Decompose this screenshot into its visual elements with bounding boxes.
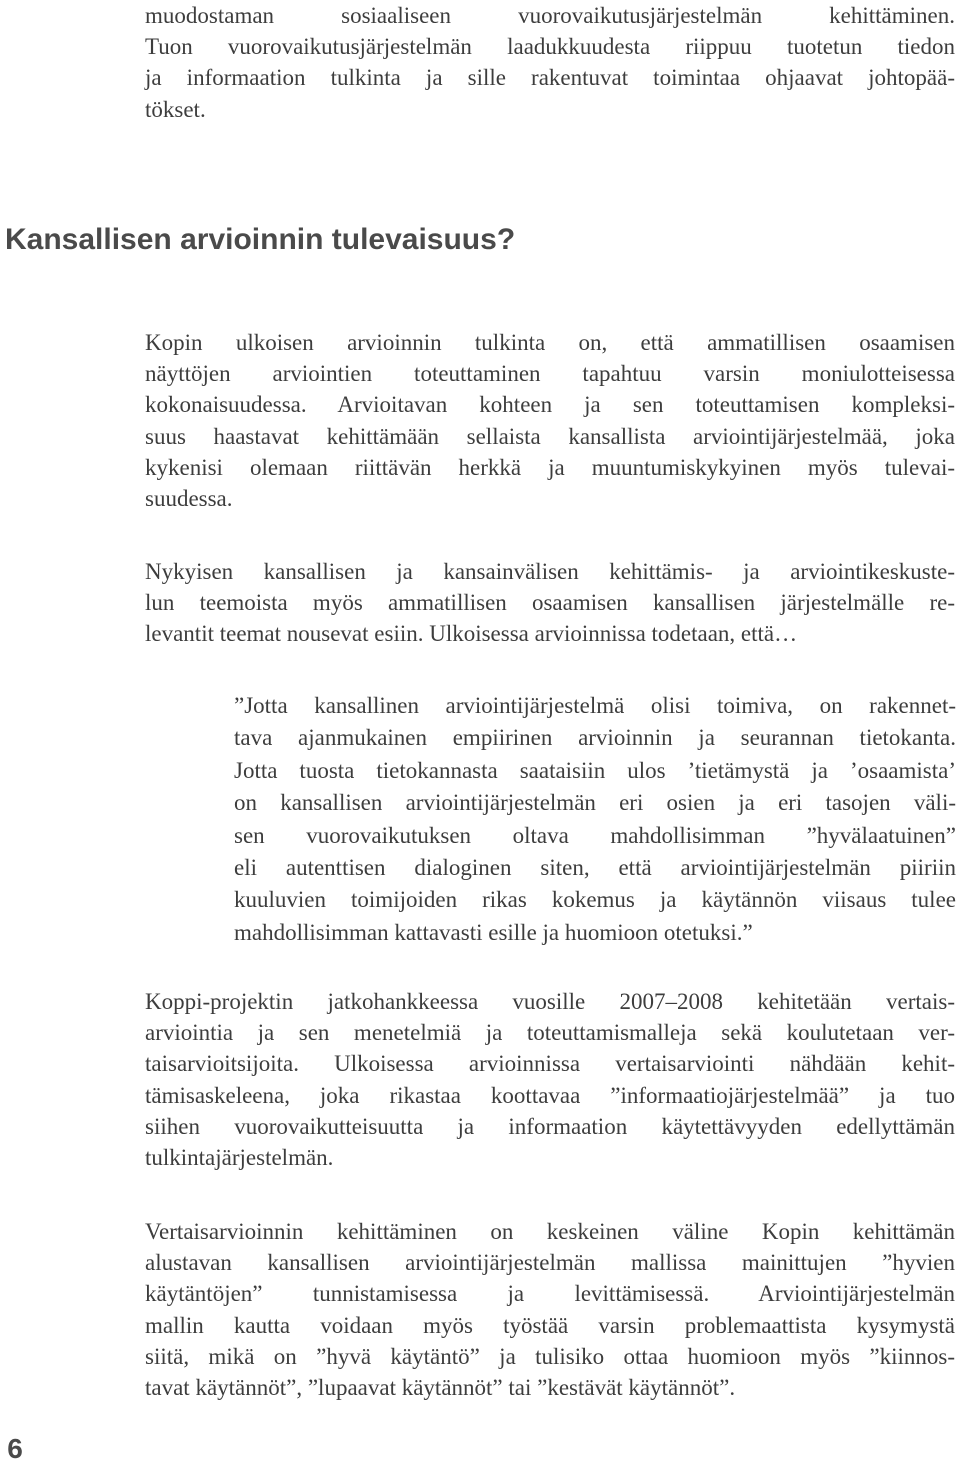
- paragraph-line: kykenisi olemaan riittävän herkkä ja muuntumiskykyinen myös tulevai-: [145, 454, 955, 480]
- paragraph-line: lun teemoista myös ammatillisen osaamisen kansallisen järjestelmälle re-: [145, 590, 955, 616]
- paragraph-line: siihen vuorovaikutteisuutta ja informaation käytettävyyden edellyttämän: [145, 1113, 955, 1139]
- paragraph-line: näyttöjen arviointien toteuttaminen tapahtuu varsin moniulotteisessa: [145, 361, 955, 387]
- paragraph-line: siitä, mikä on ”hyvä käytäntö” ja tulisiko ottaa huomioon myös ”kiinnos-: [145, 1343, 955, 1369]
- paragraph-line: tavat käytännöt”, ”lupaavat käytännöt” tai ”kestävät käytännöt”.: [145, 1375, 736, 1401]
- section-heading: Kansallisen arvioinnin tulevaisuus?: [5, 223, 516, 256]
- quote-line: sen vuorovaikutuksen oltava mahdollisimman ”hyvälaatuinen”: [234, 822, 956, 848]
- intro-line: Tuon vuorovaikutusjärjestelmän laadukkuudesta riippuu tuotetun tiedon: [145, 34, 955, 60]
- paragraph-line: tulkintajärjestelmän.: [145, 1145, 334, 1171]
- paragraph-line: suus haastavat kehittämään sellaista kansallista arviointijärjestelmää, joka: [145, 423, 955, 449]
- page-number: 6: [7, 1433, 23, 1464]
- paragraph-1: [145, 327, 955, 514]
- quote-line: kuuluvien toimijoiden rikas kokemus ja käytännön viisaus tulee: [234, 887, 956, 913]
- paragraph-line: taisarvioitsijoita. Ulkoisessa arvioinnissa vertaisarviointi nähdään kehit-: [145, 1051, 955, 1077]
- intro-line: ja informaation tulkinta ja sille rakentuvat toimintaa ohjaavat johtopää-: [145, 65, 955, 91]
- paragraph-line: arviointia ja sen menetelmiä ja toteuttamismalleja sekä koulutetaan ver-: [145, 1020, 955, 1046]
- paragraph-line: suudessa.: [145, 486, 233, 512]
- paragraph-line: alustavan kansallisen arviointijärjestelmän mallissa mainittujen ”hyvien: [145, 1250, 955, 1276]
- intro-line: muodostaman sosiaaliseen vuorovaikutusjärjestelmän kehittäminen.: [145, 3, 955, 28]
- paragraph-2: [145, 556, 955, 650]
- block-quote: [234, 690, 956, 949]
- paragraph-line: kokonaisuudessa. Arvioitavan kohteen ja sen toteuttamisen kompleksi-: [145, 392, 955, 418]
- quote-line: tava ajanmukainen empiirinen arvioinnin ja seurannan tietokanta.: [234, 725, 956, 751]
- paragraph-4: [145, 1216, 955, 1403]
- intro-line: tökset.: [145, 96, 206, 122]
- paragraph-line: mallin kautta voidaan myös työstää varsin problemaattista kysymystä: [145, 1312, 955, 1338]
- paragraph-line: Kopin ulkoisen arvioinnin tulkinta on, että ammatillisen osaamisen: [145, 330, 955, 355]
- paragraph-line: Vertaisarvioinnin kehittäminen on keskeinen väline Kopin kehittämän: [145, 1219, 955, 1244]
- quote-line: Jotta tuosta tietokannasta saataisiin ulos ’tietämystä ja ’osaamista’: [234, 757, 956, 783]
- quote-line: mahdollisimman kattavasti esille ja huomioon otetuksi.”: [234, 919, 753, 945]
- quote-line: on kansallisen arviointijärjestelmän eri osien ja eri tasojen väli-: [234, 790, 956, 816]
- quote-line: ”Jotta kansallinen arviointijärjestelmä olisi toimiva, on rakennet-: [234, 693, 956, 718]
- paragraph-line: levantit teemat nousevat esiin. Ulkoisessa arvioinnissa todetaan, että…: [145, 621, 798, 647]
- paragraph-line: tämisaskeleena, joka rikastaa koottavaa ”informaatiojärjestelmää” ja tuo: [145, 1082, 955, 1108]
- quote-line: eli autenttisen dialoginen siten, että arviointijärjestelmän piiriin: [234, 855, 956, 881]
- paragraph-line: Nykyisen kansallisen ja kansainvälisen kehittämis- ja arviointikeskuste-: [145, 559, 955, 584]
- paragraph-line: käytäntöjen” tunnistamisessa ja levittämisessä. Arviointijärjestelmän: [145, 1281, 955, 1307]
- intro-paragraph: [145, 0, 955, 125]
- paragraph-3: [145, 986, 955, 1173]
- paragraph-line: Koppi-projektin jatkohankkeessa vuosille 2007–2008 kehitetään vertais-: [145, 989, 955, 1014]
